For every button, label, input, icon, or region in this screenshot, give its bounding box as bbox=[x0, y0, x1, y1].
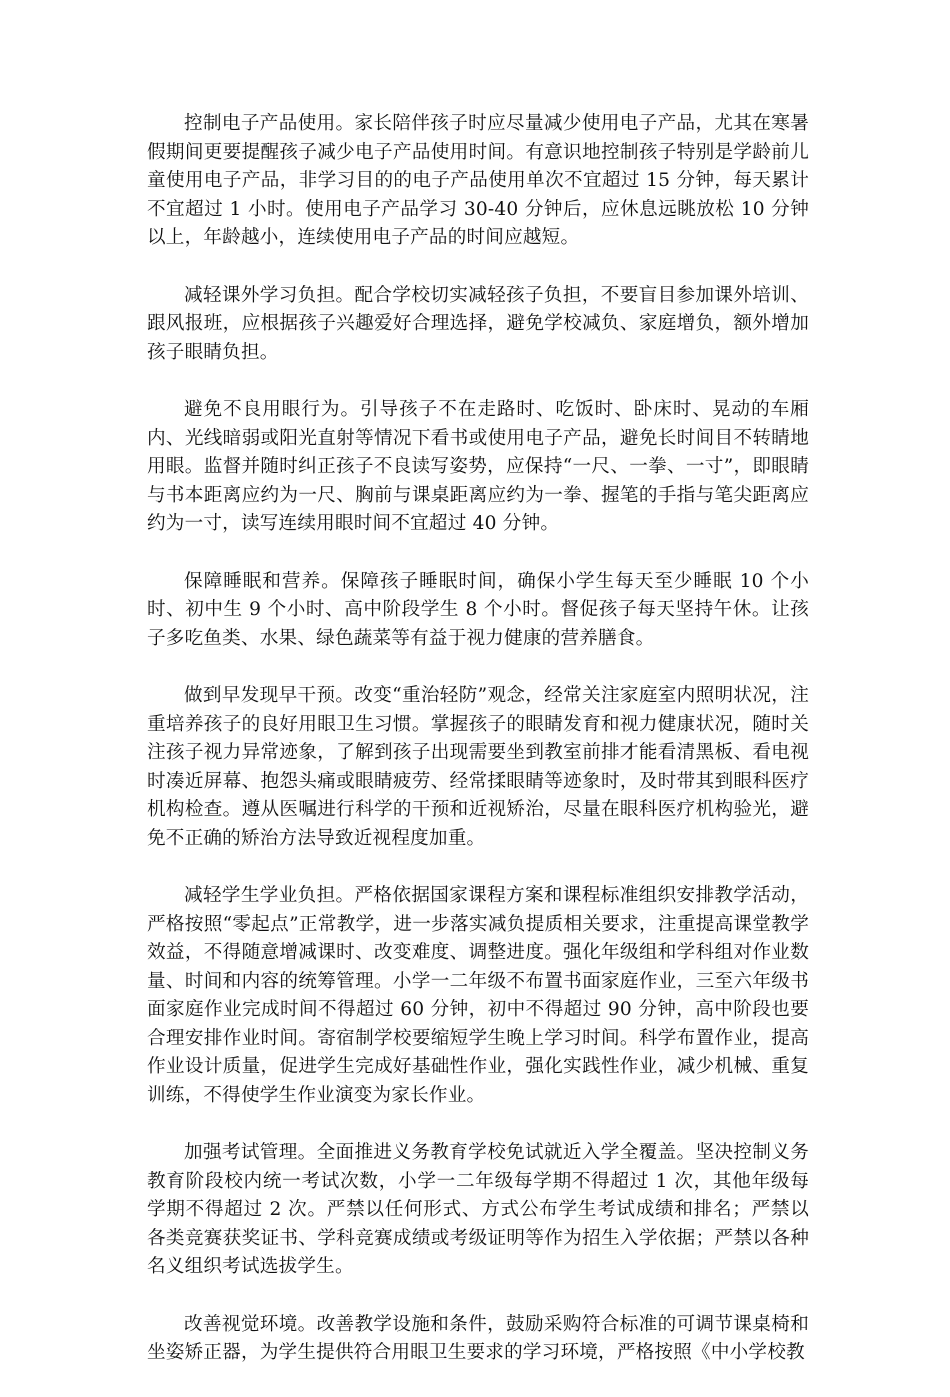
paragraph-visual-environment: 改善视觉环境。改善教学设施和条件，鼓励采购符合标准的可调节课桌椅和坐姿矫正器，为学生提供符合用眼卫生要求的学习环境，严格按照《中小学校教 bbox=[147, 1313, 809, 1363]
paragraph-academic-burden: 减轻学生学业负担。严格依据国家课程方案和课程标准组织安排教学活动，严格按照“零起点”正常教学，进一步落实减负提质相关要求，注重提高课堂教学效益，不得随意增减课时、改变难度、调整进度。强化年级组和学科组对作业数量、时间和内容的统筹管理。小学一二年级不布置书面家庭作业，三至六年级书面家庭作业完成时间不得超过 60 分钟，初中不得超过 90 分钟，高中阶段也要合理安排作业时间。寄宿制学校要缩短学生晚上学习时间。科学布置作业，提高作业设计质量，促进学生完成好基础性作业，强化实践性作业，减少机械、重复训练，不得使学生作业演变为家长作业。 bbox=[147, 885, 809, 1106]
paragraph-extracurricular-burden: 减轻课外学习负担。配合学校切实减轻孩子负担，不要盲目参加课外培训、跟风报班，应根据孩子兴趣爱好合理选择，避免学校减负、家庭增负，额外增加孩子眼睛负担。 bbox=[147, 284, 809, 363]
paragraph-early-detection: 做到早发现早干预。改变“重治轻防”观念，经常关注家庭室内照明状况，注重培养孩子的良好用眼卫生习惯。掌握孩子的眼睛发育和视力健康状况，随时关注孩子视力异常迹象，了解到孩子出现需要坐到教室前排才能看清黑板、看电视时凑近屏幕、抱怨头痛或眼睛疲劳、经常揉眼睛等迹象时，及时带其到眼科医疗机构检查。遵从医嘱进行科学的干预和近视矫治，尽量在眼科医疗机构验光，避免不正确的矫治方法导致近视程度加重。 bbox=[147, 685, 809, 849]
paragraph-electronic-products: 控制电子产品使用。家长陪伴孩子时应尽量减少使用电子产品，尤其在寒暑假期间更要提醒孩子减少电子产品使用时间。有意识地控制孩子特别是学龄前儿童使用电子产品，非学习目的的电子产品使用单次不宜超过 15 分钟，每天累计不宜超过 1 小时。使用电子产品学习 30-40 分钟后，应休息远眺放松 10 分钟以上，年龄越小，连续使用电子产品的时间应越短。 bbox=[147, 113, 809, 248]
paragraph-sleep-nutrition: 保障睡眠和营养。保障孩子睡眠时间，确保小学生每天至少睡眠 10 个小时、初中生 9 个小时、高中阶段学生 8 个小时。督促孩子每天坚持午休。让孩子多吃鱼类、水果、绿色蔬菜等有益于视力健康的营养膳食。 bbox=[147, 570, 809, 649]
document-body bbox=[147, 110, 809, 1397]
paragraph-bad-eye-habits: 避免不良用眼行为。引导孩子不在走路时、吃饭时、卧床时、晃动的车厢内、光线暗弱或阳光直射等情况下看书或使用电子产品，避免长时间目不转睛地用眼。监督并随时纠正孩子不良读写姿势，应保持“一尺、一拳、一寸”，即眼睛与书本距离应约为一尺、胸前与课桌距离应约为一拳、握笔的手指与笔尖距离应约为一寸，读写连续用眼时间不宜超过 40 分钟。 bbox=[147, 399, 809, 534]
paragraph-exam-management: 加强考试管理。全面推进义务教育学校免试就近入学全覆盖。坚决控制义务教育阶段校内统一考试次数，小学一二年级每学期不得超过 1 次，其他年级每学期不得超过 2 次。严禁以任何形式、方式公布学生考试成绩和排名；严禁以各类竞赛获奖证书、学科竞赛成绩或考级证明等作为招生入学依据；严禁以各种名义组织考试选拔学生。 bbox=[147, 1142, 809, 1277]
